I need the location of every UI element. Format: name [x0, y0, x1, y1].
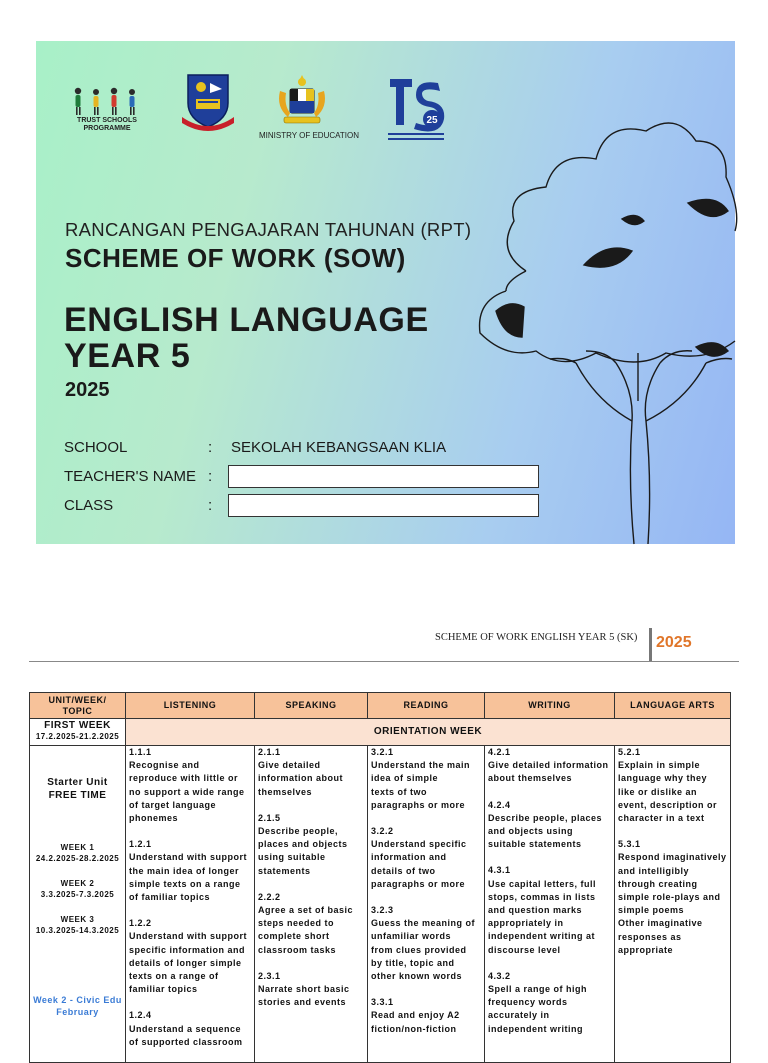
school-label: SCHOOL [64, 439, 128, 456]
speaking-standard: 2.1.1 Give detailed information about themselves [258, 747, 343, 797]
col-header-speaking: SPEAKING [255, 693, 368, 719]
week-1 [30, 842, 125, 864]
teacher-name-colon: : [208, 468, 213, 485]
civic-education-note: Week 2 - Civic Edu February [33, 995, 122, 1017]
week-2-dates: 3.3.2025-7.3.2025 [40, 890, 115, 899]
col-header-language-arts: LANGUAGE ARTS [615, 693, 731, 719]
week-1-label: WEEK 1 [60, 843, 95, 852]
orientation-week-cell: ORIENTATION WEEK [126, 719, 731, 746]
trust-schools-label: TRUST SCHOOLS PROGRAMME [77, 117, 137, 132]
rpt-title: RANCANGAN PENGAJARAN TAHUNAN (RPT) [65, 219, 472, 240]
week-3-label: WEEK 3 [60, 915, 95, 924]
writing-standard: 4.2.1 Give detailed information about themselves [488, 747, 609, 784]
week-2-label: WEEK 2 [60, 879, 95, 888]
subject-title: ENGLISH LANGUAGE [64, 301, 429, 339]
week-2 [30, 878, 125, 900]
malaysia-coat-of-arms [276, 73, 328, 129]
page-header-year: 2025 [656, 634, 692, 651]
academic-year: 2025 [65, 379, 110, 401]
starter-unit-row [30, 746, 731, 1063]
language-arts-standard: 5.3.1 Respond imaginatively and intelligibly through creating simple role-plays and simple poems Other imaginative responses as appropriate [618, 839, 727, 955]
writing-standard: 4.2.4 Describe people, places and objects using suitable statements [488, 799, 603, 850]
first-week-dates: 17.2.2025-21.2.2025 [35, 732, 120, 741]
reading-standard: 3.2.1 Understand the main idea of simple texts of two paragraphs or more [371, 747, 471, 810]
language-arts-standard: 5.2.1 Explain in simple language why they like or dislike an event, description or character in a text [618, 747, 718, 824]
speaking-standard: 2.1.5 Describe people, places and objects using suitable statements [258, 812, 348, 876]
unit-title: Starter Unit FREE TIME [47, 777, 108, 801]
listening-standards [126, 746, 255, 1063]
cover-banner [36, 41, 735, 544]
reading-standard: 3.2.3 Guess the meaning of unfamiliar words from clues provided by title, topic and other known words [371, 905, 476, 982]
reading-standard: 3.2.2 Understand specific information and details of two paragraphs or more [371, 826, 467, 889]
listening-standard: 1.2.1 Understand with support the main idea of longer simple texts on a range of familiar topics [129, 839, 247, 903]
header-divider [649, 628, 652, 662]
first-week-cell [30, 719, 126, 746]
teacher-name-label: TEACHER'S NAME [64, 468, 197, 485]
school-value: SEKOLAH KEBANGSAAN KLIA [231, 439, 447, 456]
language-arts-standards [615, 746, 731, 1063]
ts25-logo [386, 75, 448, 145]
speaking-standard: 2.3.1 Narrate short basic stories and events [258, 970, 350, 1008]
week-1-dates: 24.2.2025-28.2.2025 [35, 854, 120, 863]
listening-standard: 1.2.2 Understand with support specific information and details of longer simple texts on a range of familiar topics [129, 918, 247, 995]
starter-unit-cell [30, 746, 126, 1063]
scheme-of-work-table [29, 692, 731, 1063]
col-header-unit: UNIT/WEEK/ TOPIC [30, 693, 126, 719]
page-header-title: SCHEME OF WORK ENGLISH YEAR 5 (SK) [435, 632, 638, 643]
week-3 [30, 914, 125, 936]
first-week-label: FIRST WEEK [44, 720, 111, 731]
school-crest-logo [182, 73, 234, 133]
writing-standards [485, 746, 615, 1063]
reading-standard: 3.3.1 Read and enjoy A2 fiction/non-fiction [371, 997, 460, 1034]
writing-standard: 4.3.2 Spell a range of high frequency words accurately in independent writing [488, 970, 588, 1034]
class-colon: : [208, 497, 213, 514]
col-header-reading: READING [368, 693, 485, 719]
writing-standard: 4.3.1 Use capital letters, full stops, commas in lists and question marks appropriately in independent writing at discourse level [488, 865, 597, 955]
school-colon: : [208, 439, 213, 456]
reading-standards [368, 746, 485, 1063]
speaking-standards [255, 746, 368, 1063]
col-header-writing: WRITING [485, 693, 615, 719]
year-level: YEAR 5 [64, 337, 191, 375]
moe-label: MINISTRY OF EDUCATION [258, 131, 359, 140]
speaking-standard: 2.2.2 Agree a set of basic steps needed to complete short classroom tasks [258, 891, 354, 955]
class-label: CLASS [64, 497, 114, 514]
week-3-dates: 10.3.2025-14.3.2025 [35, 926, 120, 935]
first-week-row [30, 719, 731, 746]
header-rule [29, 661, 739, 662]
listening-standard: 1.1.1 Recognise and reproduce with little or no support a wide range of target language phonemes [129, 747, 245, 824]
tree-illustration [466, 101, 735, 544]
trust-schools-logo [66, 85, 146, 117]
listening-standard: 1.2.4 Understand a sequence of supported classroom [129, 1010, 243, 1047]
col-header-listening: LISTENING [126, 693, 255, 719]
table-header-row [30, 693, 731, 719]
sow-title: SCHEME OF WORK (SOW) [65, 243, 406, 273]
svg-text:25: 25 [426, 115, 438, 126]
